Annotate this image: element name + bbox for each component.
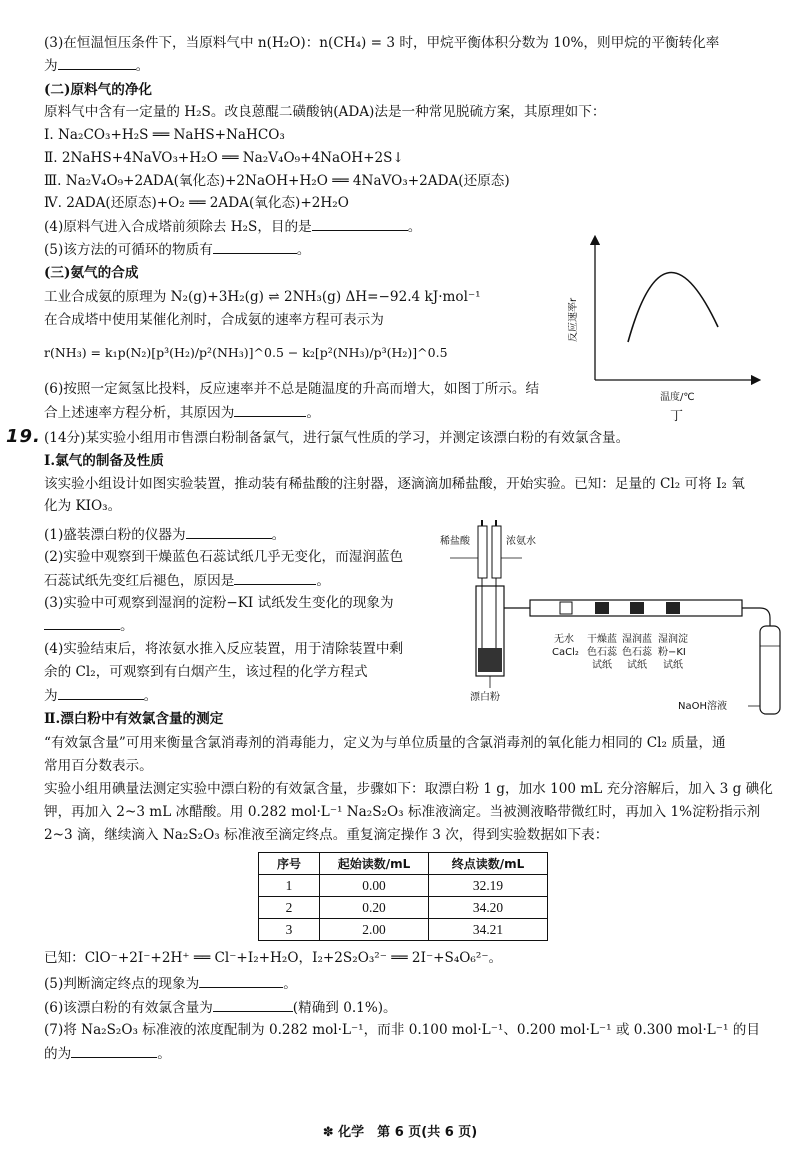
cacl2-label-2: CaCl₂ xyxy=(552,647,579,658)
section-2-heading: (二)原料气的净化 xyxy=(44,82,153,98)
reaction-4: Ⅳ. 2ADA(还原态)+O₂ ══ 2ADA(氧化态)+2H₂O xyxy=(44,195,349,211)
reaction-3: Ⅲ. Na₂V₄O₉+2ADA(氧化态)+2NaOH+H₂O ══ 4NaVO₃+2ADA(还原态) xyxy=(44,173,510,189)
q6-line-1: (6)按照一定氮氢比投料，反应速率并不总是随温度的升高而增大，如图丁所示。结 xyxy=(44,381,540,397)
naoh-tube xyxy=(760,626,780,714)
dry-litmus-paper xyxy=(595,602,609,614)
q19-2-blank[interactable] xyxy=(234,571,316,585)
nh3-label: 浓氨水 xyxy=(506,536,536,547)
dry-label-3: 试纸 xyxy=(592,660,612,671)
q19-5-blank[interactable] xyxy=(199,974,283,988)
table-row xyxy=(259,875,548,897)
bleach-label: 漂白粉 xyxy=(470,692,500,703)
table-header-row xyxy=(259,853,548,875)
q19-stem: (14分)某实验小组用市售漂白粉制备氯气，进行氯气性质的学习，并测定该漂白粉的有效氯含量。 xyxy=(44,430,630,446)
q6-line-2: 合上述速率方程分析，其原因为 。 xyxy=(44,405,320,421)
table-header-cell: 序号 xyxy=(259,853,320,875)
table-cell: 3 xyxy=(259,919,320,941)
cacl2-block xyxy=(560,602,572,614)
apparatus-diagram xyxy=(430,516,785,718)
part-1-intro-2: 化为 KIO₃。 xyxy=(44,498,122,514)
q19-3-blank[interactable] xyxy=(44,616,120,630)
nh3-syringe xyxy=(492,526,501,578)
wet-label-2: 色石蕊 xyxy=(622,647,652,658)
q19-6-line: (6)该漂白粉的有效氯含量为 (精确到 0.1%)。 xyxy=(44,1000,397,1016)
rate-intro: 在合成塔中使用某催化剂时，合成氨的速率方程可表示为 xyxy=(44,312,384,328)
table-cell: 2.00 xyxy=(320,919,429,941)
q19-4-line-1: (4)实验结束后，将浓氨水推入反应装置，用于清除装置中剩 xyxy=(44,641,404,657)
q19-4-line-3: 为 。 xyxy=(44,688,158,704)
table-row xyxy=(259,919,548,941)
wet-label-3: 试纸 xyxy=(627,660,647,671)
rate-temperature-graph xyxy=(568,232,768,427)
page-footer xyxy=(0,1121,800,1140)
q19-4-line-2: 余的 Cl₂，可观察到有白烟产生，该过程的化学方程式 xyxy=(44,664,368,680)
dry-label-1: 干燥蓝 xyxy=(587,634,617,645)
procedure-line-1: 实验小组用碘量法测定实验中漂白粉的有效氯含量，步骤如下：取漂白粉 1 g，加水 100 mL 充分溶解后，加入 3 g 碘化 xyxy=(44,781,773,797)
procedure-line-2: 钾，再加入 2~3 mL 冰醋酸。用 0.282 mol·L⁻¹ Na₂S₂O₃ 标准液滴定。当被测液略带微红时，再加入 1%淀粉指示剂 xyxy=(44,804,761,820)
h2s-intro: 原料气中含有一定量的 H₂S。改良蒽醌二磺酸钠(ADA)法是一种常见脱硫方案，其原理如下： xyxy=(44,104,606,120)
ki-label-3: 试纸 xyxy=(663,660,683,671)
question-number: 19. xyxy=(6,426,41,447)
wet-label-1: 湿润蓝 xyxy=(622,634,652,645)
q19-7-blank[interactable] xyxy=(71,1044,157,1058)
dry-label-2: 色石蕊 xyxy=(587,647,617,658)
footer-text: 化学 第 6 页(共 6 页) xyxy=(338,1125,478,1140)
q3-line: (3)在恒温恒压条件下，当原料气中 n(H₂O)：n(CH₄) = 3 时，甲烷平衡体积分数为 10%，则甲烷的平衡转化率 xyxy=(44,35,720,51)
procedure-line-3: 2~3 滴，继续滴入 Na₂S₂O₃ 标准液至滴定终点。重复滴定操作 3 次，得到实验数据如下表： xyxy=(44,827,609,843)
q19-7-line-2: 的为 。 xyxy=(44,1046,171,1062)
ki-paper xyxy=(666,602,680,614)
reaction-2: Ⅱ. 2NaHS+4NaVO₃+H₂O ══ Na₂V₄O₉+4NaOH+2S↓ xyxy=(44,150,404,166)
q19-1-line: (1)盛装漂白粉的仪器为 。 xyxy=(44,527,286,543)
table-cell: 34.21 xyxy=(429,919,548,941)
synthesis-equation: 工业合成氨的原理为 N₂(g)+3H₂(g) ⇌ 2NH₃(g) ΔH=−92.4 kJ·mol⁻¹ xyxy=(44,289,481,305)
rate-curve xyxy=(628,272,718,342)
table-cell: 1 xyxy=(259,875,320,897)
part-1-heading: Ⅰ.氯气的制备及性质 xyxy=(44,453,164,469)
definition-line-2: 常用百分数表示。 xyxy=(44,758,153,774)
q3-blank[interactable] xyxy=(58,56,136,70)
q19-2-line-2: 石蕊试纸先变红后褪色，原因是 。 xyxy=(44,573,330,589)
naoh-label: NaOH溶液 xyxy=(678,701,727,712)
q19-3-line-2: 。 xyxy=(44,616,134,635)
q19-2-line-1: (2)实验中观察到干燥蓝色石蕊试纸几乎无变化，而湿润蓝色 xyxy=(44,549,404,565)
graph-caption: 丁 xyxy=(670,409,684,424)
q3-answer-line: 为 。 xyxy=(44,58,150,74)
cacl2-label-1: 无水 xyxy=(554,634,574,645)
table-row xyxy=(259,897,548,919)
part-1-intro-1: 该实验小组设计如图实验装置，推动装有稀盐酸的注射器，逐滴滴加稀盐酸，开始实验。已知：足量的 Cl₂ 可将 I₂ 氧 xyxy=(44,476,745,492)
logo-icon: ✽ xyxy=(322,1125,334,1140)
q5-line: (5)该方法的可循环的物质有 。 xyxy=(44,242,311,258)
table-cell: 2 xyxy=(259,897,320,919)
reaction-1: Ⅰ. Na₂CO₃+H₂S ══ NaHS+NaHCO₃ xyxy=(44,127,285,143)
rate-equation: r(NH₃) = k₁p(N₂)[p³(H₂)/p²(NH₃)]^0.5 − k₂[p²(NH₃)/p³(H₂)]^0.5 xyxy=(44,345,448,360)
wet-litmus-paper xyxy=(630,602,644,614)
table-header-cell: 起始读数/mL xyxy=(320,853,429,875)
q19-6-blank[interactable] xyxy=(213,998,293,1012)
q19-3-line-1: (3)实验中可观察到湿润的淀粉−KI 试纸发生变化的现象为 xyxy=(44,595,394,611)
graph-x-label: 温度/℃ xyxy=(660,392,695,403)
ki-label-2: 粉−KI xyxy=(658,647,686,658)
ki-label-1: 湿润淀 xyxy=(658,634,688,645)
definition-line-1: “有效氯含量”可用来衡量含氯消毒剂的消毒能力，定义为与单位质量的含氯消毒剂的氧化能力相同的 Cl₂ 质量，通 xyxy=(44,735,726,751)
q4-blank[interactable] xyxy=(312,217,408,231)
q19-7-line-1: (7)将 Na₂S₂O₃ 标准液的浓度配制为 0.282 mol·L⁻¹，而非 0.100 mol·L⁻¹、0.200 mol·L⁻¹ 或 0.300 mol·L⁻¹ 的目 xyxy=(44,1022,760,1038)
table-cell: 32.19 xyxy=(429,875,548,897)
q5-blank[interactable] xyxy=(213,240,297,254)
table-cell: 34.20 xyxy=(429,897,548,919)
table-cell: 0.20 xyxy=(320,897,429,919)
q4-line: (4)原料气进入合成塔前须除去 H₂S，目的是 。 xyxy=(44,219,422,235)
graph-y-label: 反应速率r xyxy=(568,297,579,342)
hcl-label: 稀盐酸 xyxy=(440,536,470,547)
q19-5-line: (5)判断滴定终点的现象为 。 xyxy=(44,976,297,992)
table-cell: 0.00 xyxy=(320,875,429,897)
titration-table xyxy=(258,852,548,941)
q6-blank[interactable] xyxy=(234,403,306,417)
section-3-heading: (三)氨气的合成 xyxy=(44,265,139,281)
known-equations: 已知：ClO⁻+2I⁻+2H⁺ ══ Cl⁻+I₂+H₂O，I₂+2S₂O₃²⁻ ══ 2I⁻+S₄O₆²⁻。 xyxy=(44,950,503,966)
q19-1-blank[interactable] xyxy=(186,525,272,539)
q19-4-blank[interactable] xyxy=(58,686,144,700)
hcl-syringe xyxy=(478,526,487,578)
part-2-heading: Ⅱ.漂白粉中有效氯含量的测定 xyxy=(44,711,224,727)
table-header-cell: 终点读数/mL xyxy=(429,853,548,875)
bleach-powder xyxy=(478,648,502,672)
